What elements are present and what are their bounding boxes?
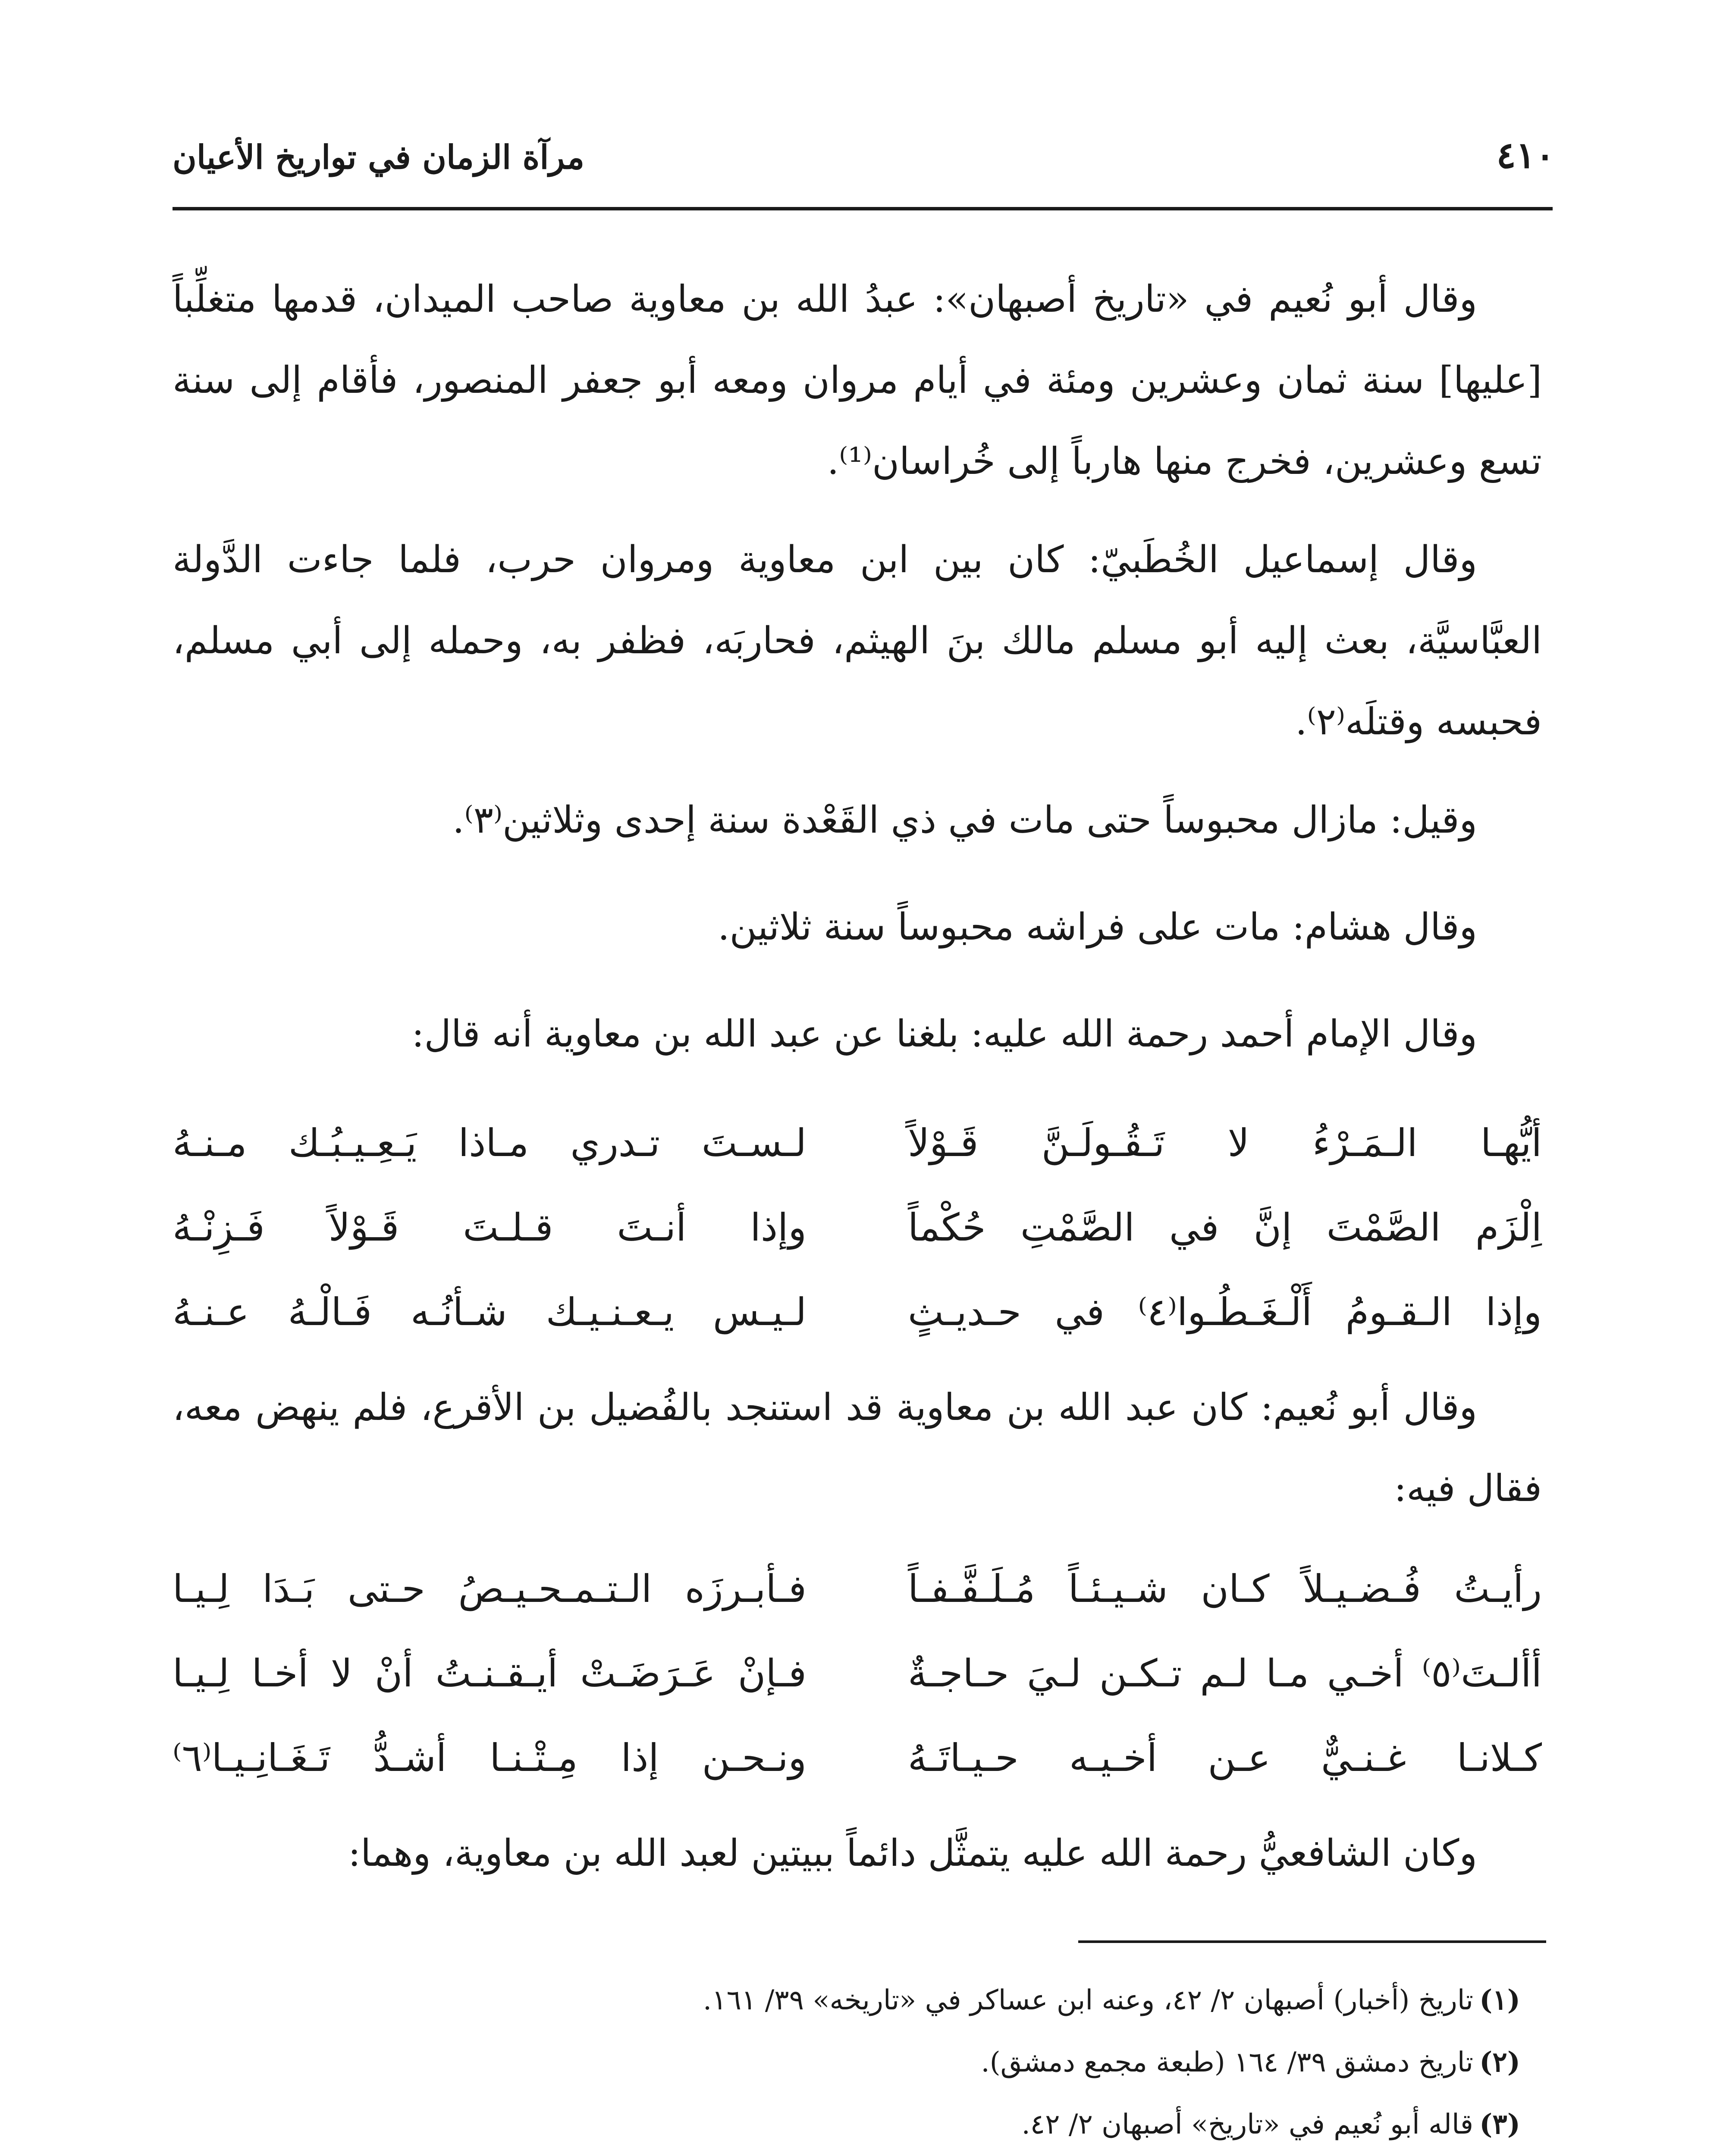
footnote-number: (٢) (1479, 2046, 1520, 2078)
footnote-text: تاريخ (أخبار) أصبهان ٢/ ٤٢، وعنه ابن عساكر في «تاريخه» ٣٩/ ١٦١. (703, 1984, 1474, 2016)
verse-first-hemistich: اِلْزَم الصَّمْتَ إنَّ في الصَّمْتِ حُكْماً (908, 1205, 1542, 1250)
footnote (173, 1975, 1542, 2026)
poem-fudayl (173, 1546, 1542, 1800)
footnote-text: تاريخ دمشق ٣٩/ ١٦٤ (طبعة مجمع دمشق). (981, 2046, 1474, 2078)
footnote-separator (1078, 1940, 1546, 1943)
paragraph-imam-ahmad: وقال الإمام أحمد رحمة الله عليه: بلغنا عن عبد الله بن معاوية أنه قال: (411, 1012, 1477, 1056)
verse-first-hemistich: كـلانـا غـنـيٌّ عـن أخـيـه حـيـاتَـهُ (908, 1735, 1542, 1780)
paragraph-fudayl: وقال أبو نُعيم: كان عبد الله بن معاوية قد استنجد بالفُضيل بن الأقرع، فلم ينهض معه، فقال فيه: (173, 1386, 1542, 1510)
paragraph-khutabi: وقال إسماعيل الخُطَبيّ: كان بين ابن معاوية ومروان حرب، فلما جاءت الدَّولة العبَّاسيَّة، بعث إليه أبو مسلم مالك بنَ الهيثم، فحاربَه، فظفر به، وحمله إلى أبي مسلم، فحبسه وقتلَه⁽٢⁾. (173, 538, 1542, 743)
page-header (173, 129, 1555, 198)
footnote-text: قاله أبو نُعيم في «تاريخ» أصبهان ٢/ ٤٢. (1021, 2109, 1474, 2140)
verse (173, 1269, 1542, 1354)
verse-second-hemistich: لـسـتَ تـدري مـاذا يَـعِـيـبُـك مـنـهُ (173, 1120, 807, 1165)
paragraph-shafii: وكان الشافعيُّ رحمة الله عليه يتمثَّل دائماً ببيتين لعبد الله بن معاوية، وهما: (348, 1832, 1477, 1875)
page-number: ٤١٠ (1496, 134, 1555, 176)
paragraph-hisham: وقال هشام: مات على فراشه محبوساً سنة ثلاثين. (718, 906, 1477, 949)
verse-second-hemistich: ونـحـن إذا مِـتْـنـا أشـدُّ تَـغَـانِـيـا⁽٦⁾ (173, 1735, 807, 1780)
verse (173, 1715, 1542, 1800)
running-title: مرآة الزمان في تواريخ الأعيان (173, 138, 585, 176)
verse (173, 1546, 1542, 1631)
main-text (173, 259, 1542, 1920)
verse (173, 1100, 1542, 1185)
verse-first-hemistich: أألـتَ⁽٥⁾ أخـي مـا لـم تـكـن لـيَ حـاجـةٌ (908, 1651, 1542, 1695)
verse-second-hemistich: فـإنْ عَـرَضَـتْ أيـقـنـتُ أنْ لا أخـا لِـيـا (173, 1651, 807, 1695)
verse-first-hemistich: وإذا الـقـومُ أَلْـغَـطُـوا⁽٤⁾ في حـديـثٍ (908, 1289, 1542, 1334)
footnote-number: (١) (1479, 1984, 1520, 2016)
verse-second-hemistich: وإذا أنـتَ قـلـتَ قَـوْلاً فَـزِنْـهُ (173, 1205, 807, 1250)
verse-first-hemistich: أيُّهـا الـمَـرْءُ لا تَـقُـولَـنَّ قَـوْلاً (908, 1120, 1542, 1165)
verse (173, 1185, 1542, 1269)
verse-first-hemistich: رأيـتُ فُـضـيـلاً كـان شـيـئـاً مُـلَـفَّـفـاً (908, 1566, 1542, 1611)
verse-second-hemistich: فـأبـرزَه الـتـمـحـيـصُ حـتى بَـدَا لِـيـا (173, 1566, 807, 1611)
header-rule (173, 207, 1553, 210)
verse (173, 1631, 1542, 1715)
verse-second-hemistich: لـيـس يـعـنـيـك شـأنُـه فَـالْـهُ عـنـهُ (173, 1289, 807, 1334)
poem-silence (173, 1100, 1542, 1354)
footnotes (173, 1975, 1542, 2156)
paragraph-abu-nuaym-isfahan: وقال أبو نُعيم في «تاريخ أصبهان»: عبدُ الله بن معاوية صاحب الميدان، قدمها متغلِّباً [عليها] سنة ثمان وعشرين ومئة في أيام مروان ومعه أبو جعفر المنصور، فأقام إلى سنة تسع وعشرين، فخرج منها هارباً إلى خُراسان⁽¹⁾. (173, 278, 1542, 483)
footnote-number: (٣) (1479, 2108, 1520, 2140)
footnote (173, 2099, 1542, 2150)
footnote (173, 2037, 1542, 2088)
paragraph-death-report: وقيل: مازال محبوساً حتى مات في ذي القَعْدة سنة إحدى وثلاثين⁽٣⁾. (452, 799, 1477, 842)
